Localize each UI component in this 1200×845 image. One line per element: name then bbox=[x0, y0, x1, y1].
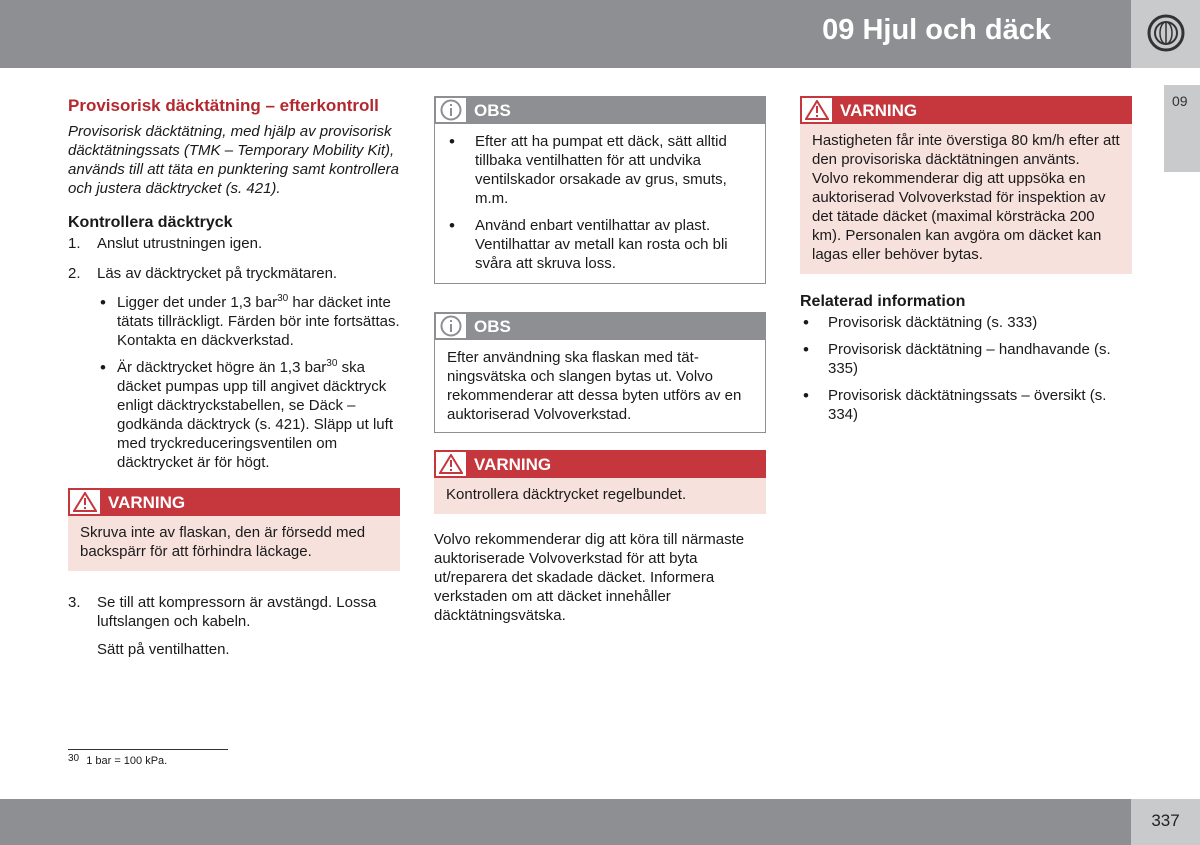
footer-bar bbox=[0, 799, 1131, 845]
step-number: 2. bbox=[68, 265, 81, 282]
obs-callout-2 bbox=[434, 312, 766, 433]
warning-label: VARNING bbox=[840, 100, 918, 120]
warning-triangle-icon bbox=[802, 98, 832, 122]
warning-header bbox=[68, 488, 400, 516]
warning-text: Hastigheten får inte överstiga 80 km/h efter att den provisoriska däcktätningen använts. Volvo rekommenderar dig att uppsöka en auktoriserad Volvoverkstad för inspektion av det tätade däcket (maximal körsträcka 200 km). Personalen kan avgöra om däcket kan lagas eller behöver bytas. bbox=[800, 124, 1132, 274]
footnote bbox=[68, 755, 167, 767]
intro-text: Provisorisk däcktätning, med hjälp av provisorisk däcktätningssats (TMK – Temporary Mobility Kit), används till att täta en punktering samt kontrollera och justera däcktrycket (s. 421). bbox=[68, 123, 400, 197]
warning-label: VARNING bbox=[474, 454, 552, 474]
step-number: 1. bbox=[68, 235, 81, 252]
obs-bullets bbox=[447, 132, 753, 273]
related-link[interactable]: • Provisorisk däcktätningssats – översikt (s. 334) bbox=[800, 386, 1132, 424]
related-link[interactable]: • Provisorisk däcktätning (s. 333) bbox=[800, 313, 1132, 332]
obs-callout bbox=[434, 96, 766, 284]
step-extra-text: Sätt på ventilhatten. bbox=[97, 641, 230, 658]
step-number: 3. bbox=[68, 594, 81, 611]
warning-header bbox=[800, 96, 1132, 124]
list-item: • Använd enbart ventilhattar av plast. Ventilhattar av metall kan rosta och bli svåra att skruva loss. bbox=[447, 216, 753, 273]
page-number-box bbox=[1131, 799, 1200, 845]
chapter-tab[interactable] bbox=[1164, 85, 1200, 172]
list-item: • Ligger det under 1,3 bar$^{30}$ har däcket inte tätats tillräckligt. Färden bör inte fortsättas. Kontakta en däckverkstad. bbox=[97, 293, 400, 350]
obs-header bbox=[434, 96, 766, 124]
warning-text: Skruva inte av flaskan, den är försedd med backspärr för att förhindra läckage. bbox=[68, 516, 400, 571]
column-2 bbox=[434, 96, 766, 625]
warning-callout bbox=[800, 96, 1132, 274]
warning-text: Kontrollera däcktrycket regelbundet. bbox=[434, 478, 766, 514]
warning-callout bbox=[68, 488, 400, 571]
info-icon bbox=[436, 314, 466, 338]
obs-label: OBS bbox=[474, 100, 511, 120]
warning-triangle-icon bbox=[436, 452, 466, 476]
warning-callout bbox=[434, 450, 766, 514]
step-1 bbox=[68, 234, 400, 253]
tire-icon bbox=[1147, 14, 1185, 52]
related-info-title: Relaterad information bbox=[800, 293, 966, 310]
list-item: • Efter att ha pumpat ett däck, sätt alltid tillbaka ventilhatten för att undvika ventilskador orsakade av grus, smuts, m.m. bbox=[447, 132, 753, 208]
body-paragraph: Volvo rekommenderar dig att köra till närmaste auktoriserade Volvoverkstad för att byta ut/reparera det skadade däcket. Informera verkstaden om att däcket innehåller däcktätningsvätska. bbox=[434, 531, 745, 624]
step-text: Anslut utrustningen igen. bbox=[97, 235, 263, 252]
column-3 bbox=[800, 96, 1132, 432]
warning-label: VARNING bbox=[108, 492, 186, 512]
step-text: Läs av däcktrycket på tryckmätaren. bbox=[97, 265, 338, 282]
step-3 bbox=[68, 593, 400, 659]
warning-triangle-icon bbox=[70, 490, 100, 514]
info-icon bbox=[436, 98, 466, 122]
footnote-text: 1 bar = 100 kPa. bbox=[86, 755, 168, 767]
footnote-ref[interactable]: 30 bbox=[326, 358, 338, 369]
header-bar bbox=[0, 0, 1131, 68]
step-text: Se till att kompressorn är avstängd. Lossa luftslangen och kabeln. bbox=[97, 594, 377, 630]
steps-list-continued bbox=[68, 593, 400, 659]
list-item: • Är däcktrycket högre än 1,3 bar$^{30}$ ska däcket pumpas upp till angivet däcktryck enligt däcktryckstabellen, se Däck – godkända däcktryck (s. 421). Släpp ut luft med tryckreduceringsventilen om däcktrycket är för högt. bbox=[97, 358, 400, 472]
footnote-ref[interactable]: 30 bbox=[277, 293, 289, 304]
chapter-tab-label: 09 bbox=[1172, 93, 1188, 109]
column-1 bbox=[68, 96, 400, 668]
chapter-icon-box bbox=[1131, 0, 1200, 68]
section-title: Provisorisk däcktätning – efterkontroll bbox=[68, 96, 379, 115]
step-2 bbox=[68, 264, 400, 472]
warning-header bbox=[434, 450, 766, 478]
footnote-number: 30 bbox=[68, 753, 80, 764]
obs-body bbox=[434, 124, 766, 284]
steps-list bbox=[68, 234, 400, 472]
step-2-bullets bbox=[97, 293, 400, 472]
footnote-divider bbox=[68, 749, 228, 750]
obs-header bbox=[434, 312, 766, 340]
subheading: Kontrollera däcktryck bbox=[68, 214, 233, 231]
obs-text: Efter användning ska flaskan med tätningsvätska och slangen bytas ut. Volvo rekommenderar att dessa byten utförs av en auktoriserad Volvoverkstad. bbox=[434, 340, 766, 433]
page-number: 337 bbox=[1151, 811, 1180, 830]
chapter-title: 09 Hjul och däck bbox=[822, 14, 1051, 46]
related-links bbox=[800, 313, 1132, 424]
related-link[interactable]: • Provisorisk däcktätning – handhavande (s. 335) bbox=[800, 340, 1132, 378]
obs-label: OBS bbox=[474, 316, 511, 336]
